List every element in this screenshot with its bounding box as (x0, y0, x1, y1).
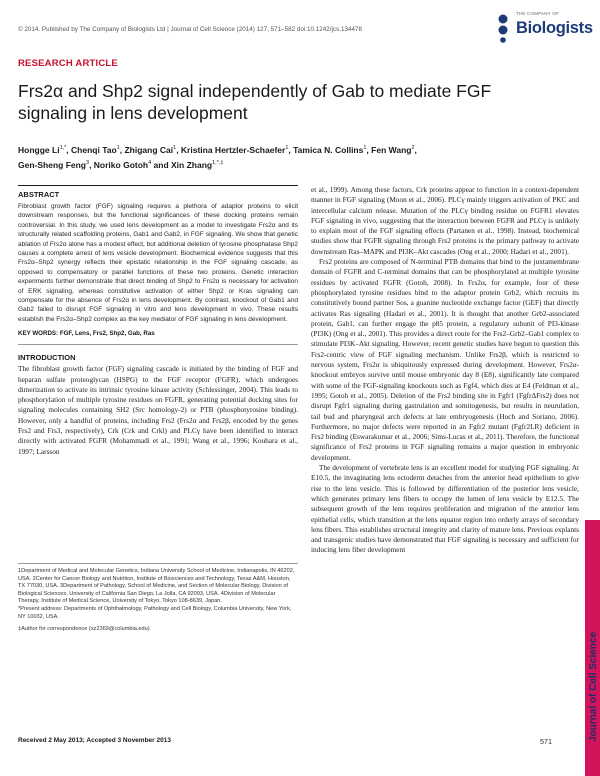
left-column (18, 185, 298, 457)
introduction-paragraph: et al., 1999). Among these factors, Crk proteins appear to function in a context-dependent manner in FGF signaling (Moon et al., 2006). PLCγ mainly triggers activation of PKC and intercellular calcium release. Mutation of the PLCγ binding residue on FGFR1 elevates FGF signaling in vivo, suggesting that the interaction between FGFR and PLCγ is unlikely to explain most of the FGF signaling effects (Partanen et al., 1998). Instead, biochemical studies show that FGFR signaling through Frs2 proteins is the primary pathway to activate downstream Ras–MAPK and PI3K–Akt cascades (Ong et al., 2000; Hadari et al., 2001). (311, 185, 579, 256)
journal-name-vertical: Journal of Cell Science (588, 631, 599, 742)
author-name: Fen Wang (371, 144, 412, 155)
article-title: Frs2α and Shp2 signal independently of Gab to mediate FGF signaling in lens development (18, 81, 492, 123)
keywords: KEY WORDS: FGF, Lens, Frs2, Shp2, Gab, Ras (18, 330, 298, 345)
author-name: Kristina Hertzler-Schaefer (180, 144, 286, 155)
author-name: Xin Zhang (171, 159, 213, 170)
author-name: Hongge Li (18, 144, 60, 155)
journal-citation-header: © 2014. Published by The Company of Biologists Ltd | Journal of Cell Science (2014) 127, 571–582 doi:10.1242/jcs.134478 (18, 26, 362, 33)
introduction-heading: INTRODUCTION (18, 353, 76, 363)
introduction-text-left: The fibroblast growth factor (FGF) signaling cascade is initiated by the binding of FGF and heparan sulfate proteoglycan (HSPG) to the FGF receptor (FGFR), which undergoes dimerization to activate its intrinsic tyrosine kinase activity (Schlessinger, 2004). This leads to phosphorylation of multiple tyrosine residues on FGFR, generating potential docking sites for signaling molecules containing SH2 (Src homology-2) or PTB (phosphotyrosine binding). However, only a handful of proteins, including Frs2 (Frs2α and Frs2β, encoded by the genes Frs2 and Frs3, respectively), Crk (Crk and Crkl) and PLCγ have been identified to interact directly with activated FGFR (Mohammadi et al., 1991; Wang et al., 1996; Kouhara et al., 1997; Larsson (18, 364, 298, 456)
author-name: Tamica N. Collins (293, 144, 364, 155)
introduction-paragraph: The development of vertebrate lens is an excellent model for studying FGF signaling. At E10.5, the invaginating lens ectoderm detaches from the anterior head epithelium to give rise to the lens vesicle. This is followed by differentiation of the posterior lens vesicle, which generates primary lens fibers to occupy the lumen of lens vesicle by E12.5. The subsequent growth of the lens requires proliferation and migration of the anterior lens epithelial cells, which transition at the lens equator region into orderly arrays of secondary lens fibers. This establishes structural integrity and clarity of mature lens. Previous explants and transgenic studies have demonstrated that FGF signaling is necessary and sufficient for inducing lens fiber development (311, 463, 579, 555)
author-name: Chenqi Tao (71, 144, 117, 155)
introduction-paragraph: Frs2 proteins are composed of N-terminal PTB domains that bind to the juxtamembrane domain of FGFR and C-terminal domains that can be phosphorylated at multiple tyrosine residues by activated FGFR (Gotoh, 2008). In Frs2α, for example, four of these phosphorylated tyrosine residues bind to the adaptor protein Grb2, which recruits its constitutively bound partner Sos, a guanine nucleotide exchange factor (GEF) that directly activates Ras signaling (Hadari et al., 2001). It is thought that another Grb2-associated protein, Gab1, can further engage the p85 protein, a regulatory subunit of PI3-kinase (PI3K) (Ong et al., 2001). This provides a direct route for the Frs2–Grb2–Gab1 complex to stimulate PI3K–Akt signaling. However, recent genetic studies have begun to question this Frs2-centric view of FGF signaling mechanism. Unlike Frs2β, which is restricted to nervous system, Frs2α is ubiquitously expressed during development. However, Frs2α-knockout embryos survive until mouse embryonic day 8 (E8), significantly late compared with some of the FGF-signaling knockouts such as Fgf4, which dies at E4 (Feldman et al., 1995; Gotoh et al., 2005). Deletion of the Frs2 binding site in Fgfr1 (FgfrΔFrs2) does not disrupt Fgfr1 signaling during gastrulation and somitogenesis, but results in neurulation, tail bud and pharyngeal arch defects at late embryogenesis (Hoch and Soriano, 2006). Furthermore, no major defects were reported in an Fgfr2 mutant (Fgfr2LR) deficient in Frs2 binding (Eswarakumar et al., 2006; Sims-Lucas et al., 2011). Therefore, the functional significance of Frs2 proteins in FGF signaling remains a major question in embryonic development. (311, 257, 579, 462)
logo-name: Biologists (516, 19, 593, 37)
present-address-footnote: *Present address: Departments of Ophthalmology, Pathology and Cell Biology, Columbia University, New York, NY 10032, USA. (18, 605, 292, 620)
author-name: Noriko Gotoh (93, 159, 149, 170)
abstract-text: Fibroblast growth factor (FGF) signaling requires a plethora of adaptor proteins to elicit downstream responses, but the functional significances of these docking proteins remain controversial. In this study, we used lens development as a model to investigate Frs2α and its structurally related scaffolding proteins, Gab1 and Gab2, in FGF signaling. We show that genetic ablation of Frs2α alone has a modest effect, but additional deletion of tyrosine phosphatase Shp2 causes a complete arrest of lens vesicle development. Biochemical evidence suggests that this Frs2α–Shp2 synergy reflects their epistatic relationship in the FGF signaling cascade, as opposed to compensatory or parallel functions of these two proteins. Genetic interaction experiments further demonstrate that direct binding of Shp2 to Frs2α is necessary for activation of ERK signaling, whereas constitutive activation of either Shp2 or Kras signaling can compensate for the absence of Frs2α in lens development. By contrast, knockout of Gab1 and Gab2 failed to disrupt FGF signaling in vitro and lens development in vivo. These results establish the Frs2α–Shp2 complex as the key mediator of FGF signaling in lens development. (18, 203, 298, 323)
author-list: Hongge $Li^{1,*}$, Chenqi Tao$^1$, Zhigang Cai$^1$, Kristina Hertzler-Schaefer$^1$, Tamica N. Collins$^1$, Fen Wang$^2$, Gen-Sheng Feng$^3$, Noriko Gotoh$^4$ and Xin Zhang$^{1,*,\ddagger}$ (18, 144, 417, 170)
correspondence-footnote: ‡Author for correspondence (xz2369@columbia.edu) (18, 626, 150, 633)
abstract-heading: ABSTRACT (18, 185, 298, 199)
section-label: RESEARCH ARTICLE (18, 58, 118, 69)
received-accepted-dates: Received 2 May 2013; Accepted 3 November 2013 (18, 737, 171, 744)
author-name: Zhigang Cai (124, 144, 174, 155)
author-name: Gen-Sheng Feng (18, 159, 86, 170)
company-of-biologists-logo (493, 10, 593, 46)
logo-small-text: THE COMPANY OF (516, 11, 559, 16)
right-column (311, 185, 579, 556)
affiliations-footnote: 1Department of Medical and Molecular Genetics, Indiana University School of Medicine, Indianapolis, IN 46202, USA. 2Center for Cancer Biology and Nutrition, Institute of Biosciences and Technology, Texas A&M, Houston, TX 77030, USA. 3Department of Pathology, School of Medicine, and Section of Molecular Biology, Division of Biological Sciences, University of California San Diego, La Jolla, CA 92093, USA. 4Division of Molecular Therapy, Institute of Medical Science, University of Tokyo, Tokyo 108-8639, Japan. (18, 568, 295, 605)
page-number: 571 (540, 737, 552, 746)
logo-emblem-icon (493, 13, 513, 43)
footnotes (18, 563, 298, 634)
